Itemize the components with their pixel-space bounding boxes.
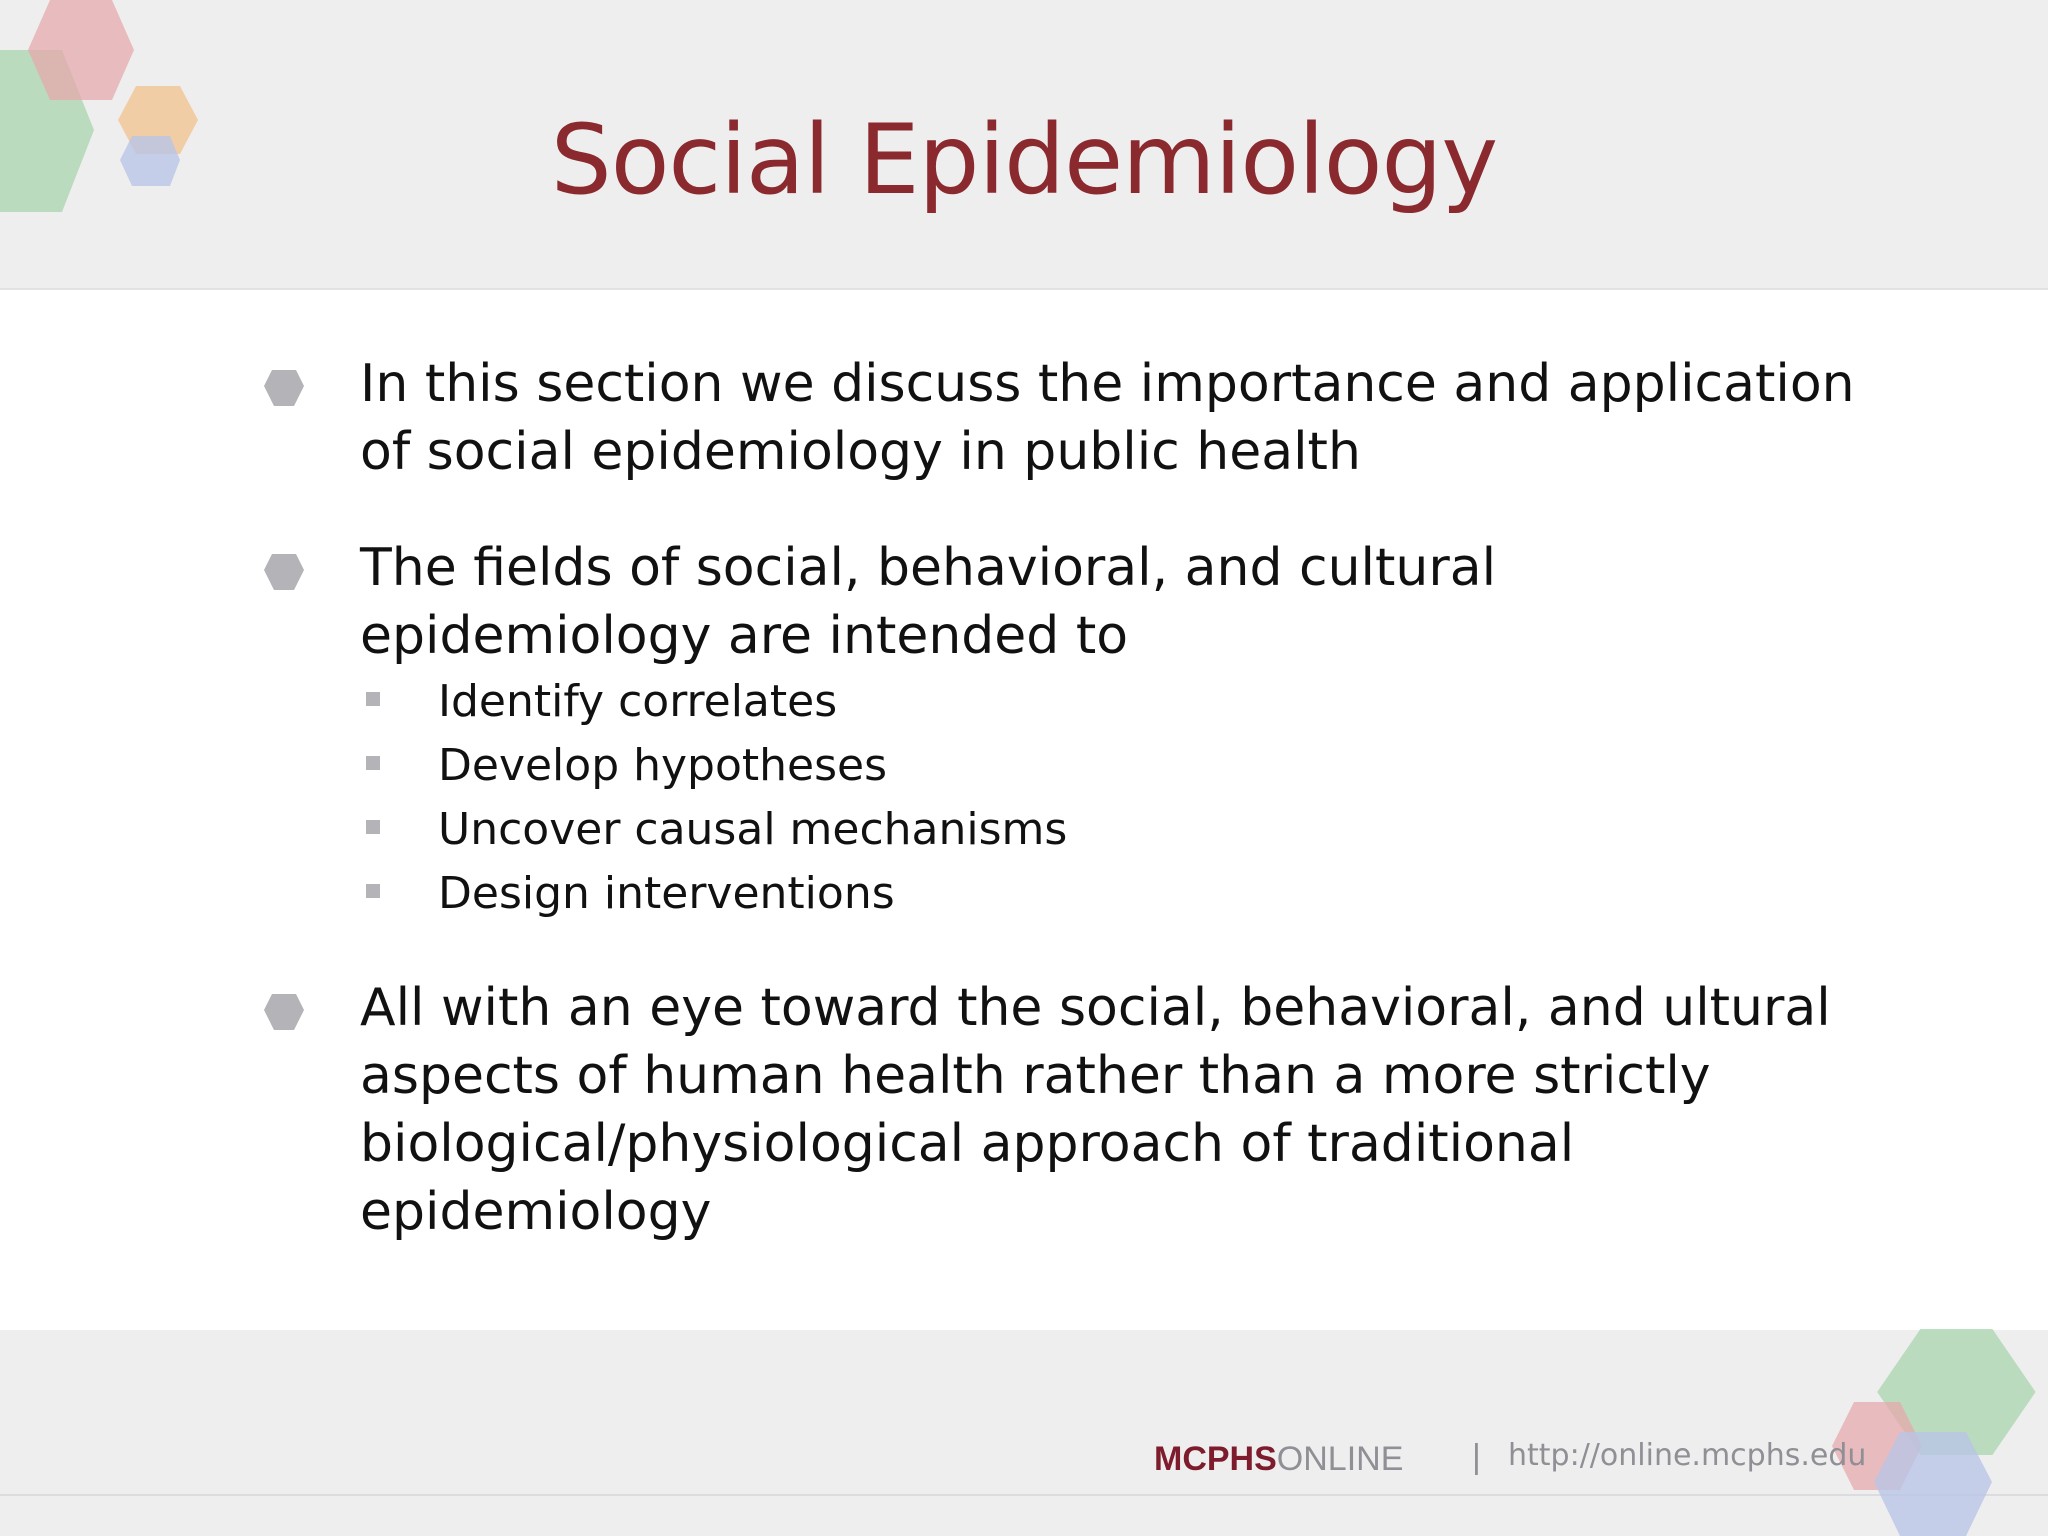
sub-bullet-item (360, 862, 1858, 926)
bullet-text: In this section we discuss the importance and application of social epidemiology in public health (360, 354, 1855, 482)
sub-bullet-text: Design interventions (438, 868, 895, 919)
sub-bullet-text: Uncover causal mechanisms (438, 804, 1068, 855)
mcphs-online-logo (1154, 1440, 1403, 1479)
bullet-item (258, 534, 1858, 926)
footer-url-link[interactable]: http://online.mcphs.edu (1508, 1438, 1867, 1473)
pentagon-bullet-icon (264, 994, 304, 1030)
sub-bullet-item (360, 670, 1858, 734)
sub-bullet-text: Develop hypotheses (438, 740, 888, 791)
bullet-text: The fields of social, behavioral, and cultural epidemiology are intended to (360, 538, 1497, 666)
bullet-text: All with an eye toward the social, behavioral, and ultural aspects of human health rather than a more strictly biological/physiological approach of traditional epidemiology (360, 978, 1831, 1242)
square-bullet-icon (366, 756, 380, 770)
square-bullet-icon (366, 820, 380, 834)
sub-bullet-item (360, 798, 1858, 862)
slide-footer-band (0, 1330, 2048, 1536)
hexagon-cluster-footer-icon (1830, 1320, 2048, 1536)
bullet-item (258, 350, 1858, 486)
slide-body (258, 350, 1858, 1246)
sub-bullet-list (360, 670, 1858, 926)
logo-light-text: ONLINE (1276, 1440, 1404, 1478)
sub-bullet-text: Identify correlates (438, 676, 838, 727)
bullet-item (258, 974, 1858, 1246)
square-bullet-icon (366, 692, 380, 706)
pentagon-bullet-icon (264, 554, 304, 590)
square-bullet-icon (366, 884, 380, 898)
footer-divider (0, 1494, 2048, 1496)
hexagon-red-icon (28, 0, 134, 100)
pentagon-bullet-icon (264, 370, 304, 406)
footer-separator: | (1472, 1438, 1481, 1476)
slide-title: Social Epidemiology (550, 104, 1498, 216)
sub-bullet-item (360, 734, 1858, 798)
logo-bold-text: MCPHS (1154, 1440, 1277, 1478)
